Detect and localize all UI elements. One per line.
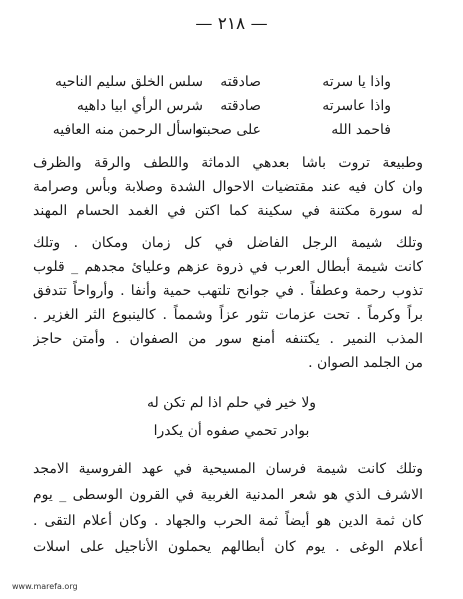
paragraph-line: من الجلمد الصوان . xyxy=(308,355,423,371)
verse-middle-word: صادقته xyxy=(220,98,261,114)
paragraph-line: المذب النمير . يكتنفه أمنع سور من الصفوان . وأمتن حاجز xyxy=(33,331,423,347)
verse-line xyxy=(0,122,463,144)
paragraph-line: كانت شيمة أبطال العرب في ذروة عزهم وعليائ مجدهم _ قلوب xyxy=(33,259,423,275)
verse-line: ولا خير في حلم اذا لم تكن له xyxy=(146,395,317,411)
paragraph-line: وتلك كانت شيمة فرسان المسيحية في عهد الفروسية الامجد xyxy=(33,461,423,477)
paragraph-line: كان ثمة الدين هو أيضاً ثمة الحرب والجهاد . وكان أعلام التقى . xyxy=(33,513,423,529)
verse-middle-word: صادقته xyxy=(220,74,261,90)
paragraph-line: وطبيعة تروت باشا بعدهي الدماثة واللطف والرقة والظرف xyxy=(33,155,423,171)
paragraph-line: الاشرف الذي هو شعر المدنية الغربية في القرون الوسطى _ يوم xyxy=(33,487,423,503)
verse-line xyxy=(0,74,463,96)
paragraph-line: تذوب رحمة وعطفاً . في جوانح تلتهب حمية وأنفا . وأرواحاً تتدفق xyxy=(33,283,423,299)
verse-second-hemistich: واسأل الرحمن منه العافيه xyxy=(52,122,203,138)
verse-second-hemistich: شرس الرأي ابيا داهيه xyxy=(76,98,203,114)
verse-first-hemistich: واذا يا سرته xyxy=(322,74,391,90)
verse-line xyxy=(0,98,463,120)
paragraph-line: وان كان فيه عند مقتضيات الاحوال الشدة وصلابة وبأس وصرامة xyxy=(33,179,423,195)
verse-second-hemistich: سلس الخلق سليم الناحيه xyxy=(54,74,203,90)
verse-first-hemistich: واذا عاسرته xyxy=(322,98,391,114)
paragraph-line: براً وكرماً . تحت عزمات تثور عزاً وشمماً . كالينبوع الثر الغزير . xyxy=(33,307,423,323)
paragraph-line: له سورة مكتنة في سكينة كما اكتن في الغمد الحسام المهند xyxy=(33,203,423,219)
verse-line: بوادر تحمي صفوه أن يكدرا xyxy=(153,423,310,439)
verse-first-hemistich: فاحمد الله xyxy=(331,122,391,138)
paragraph-line: وتلك شيمة الرجل الفاضل في كل زمان ومكان . وتلك xyxy=(33,235,423,251)
page-number: — ٢١٨ — xyxy=(195,14,268,34)
paragraph-line: أعلام الوغى . يوم كان أبطالهم يحملون الأناجيل على اسلات xyxy=(33,539,423,555)
verse-middle-word: على صحبته xyxy=(195,122,261,138)
source-footer: www.marefa.org xyxy=(12,582,78,591)
